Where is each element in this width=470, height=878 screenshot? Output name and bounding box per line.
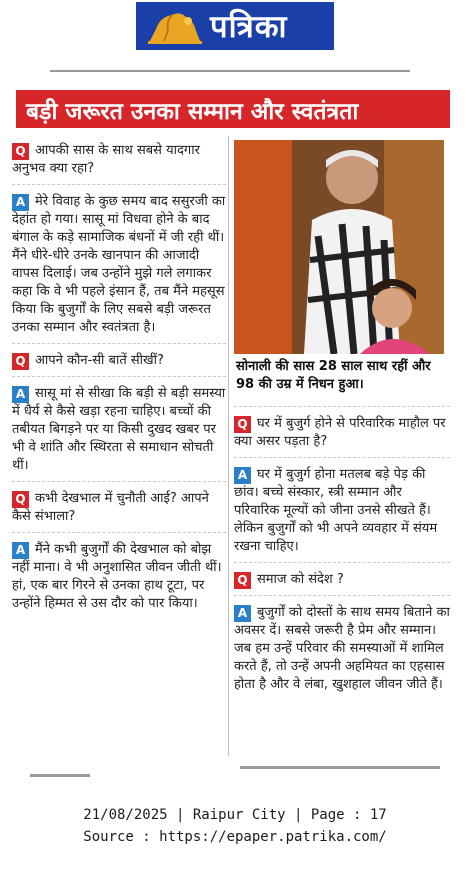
portrait-image — [234, 140, 444, 354]
divider — [12, 532, 226, 533]
divider — [12, 343, 226, 344]
divider — [234, 457, 450, 458]
answer-icon: A — [12, 386, 29, 403]
portrait-photo — [234, 140, 444, 354]
answer: A सासू मां से सीखा कि बड़ी से बड़ी समस्या में धैर्य से कैसे खड़ा रहना चाहिए। बच्चों की तबीयत बिगड़ने पर या किसी दुखद खबर पर भी वे शांति और स्थिरता से समाधान सोचती थीं। — [12, 386, 226, 473]
qa-block — [12, 142, 226, 337]
divider — [234, 595, 450, 596]
answer: A मैंने कभी बुजुर्गों की देखभाल को बोझ नहीं माना। वे भी अनुशासित जीवन जीती थीं। हां, एक बार गिरने से उनका हाथ टूटा, पर उन्होंने हिम्मत से उस दौर को पार किया। — [12, 542, 222, 611]
divider — [234, 562, 450, 563]
divider — [12, 481, 226, 482]
question-icon: Q — [12, 353, 29, 370]
source-line: Source : https://epaper.patrika.com/ — [83, 829, 387, 845]
lion-emblem-icon — [146, 7, 204, 45]
question: Q आपने कौन-सी बातें सीखीं? — [12, 352, 226, 370]
answer-icon: A — [234, 467, 251, 484]
answer: A घर में बुजुर्ग होना मतलब बड़े पेड़ की छांव। बच्चे संस्कार, स्त्री सम्मान और परिवारिक मूल्यों को जीना उनसे सीखते हैं। लेकिन बुजुर्गों को भी अपने व्यवहार में संयम रखना चाहिए। — [234, 467, 438, 554]
qa-block — [12, 352, 226, 475]
question-icon: Q — [12, 143, 29, 160]
question-icon: Q — [12, 491, 29, 508]
masthead — [136, 2, 334, 50]
qa-block — [234, 415, 450, 556]
left-column — [12, 142, 226, 617]
answer-icon: A — [12, 194, 29, 211]
cut-off-text-bottom-left — [30, 774, 90, 780]
divider — [12, 376, 226, 377]
divider — [12, 184, 226, 185]
question: Q आपकी सास के साथ सबसे यादगार अनुभव क्या रहा? — [12, 143, 200, 176]
headline: बड़ी जरूरत उनका सम्मान और स्वतंत्रता — [16, 90, 450, 128]
column-divider — [228, 136, 229, 756]
source-footer — [0, 804, 470, 848]
answer-icon: A — [12, 542, 29, 559]
question-icon: Q — [234, 572, 251, 589]
brand-name: पत्रिका — [210, 9, 288, 45]
photo-caption: सोनाली की सास 28 साल साथ रहीं और 98 की उम्र में निधन हुआ। — [236, 359, 431, 392]
question-icon: Q — [234, 416, 251, 433]
edition-line: 21/08/2025 | Raipur City | Page : 17 — [83, 807, 387, 823]
cut-off-text-bottom — [240, 766, 440, 780]
right-column — [234, 140, 450, 698]
question: Q समाज को संदेश ? — [234, 571, 450, 589]
answer-icon: A — [234, 605, 251, 622]
article-clipping — [10, 66, 460, 780]
qa-block — [234, 571, 450, 694]
cut-off-text-top — [50, 66, 410, 72]
divider — [234, 406, 450, 407]
qa-block — [12, 490, 226, 613]
question: Q कभी देखभाल में चुनौती आई? आपने कैसे संभाला? — [12, 491, 209, 524]
answer: A मेरे विवाह के कुछ समय बाद ससुरजी का देहांत हो गया। सासू मां विधवा होने के बाद बंगाल के कड़े सामाजिक बंधनों में जी रही थीं। मैंने धीरे-धीरे उनके खानपान की आजादी वापस दिलाई। जब उन्होंने मुझे गले लगाकर कहा कि वे भी पहले इंसान हैं, तब मैंने महसूस किया कि बुजुर्गों के लिए सबसे बड़ी जरूरत उनका सम्मान और स्वतंत्रता है। — [12, 194, 226, 335]
answer: A बुजुर्गों को दोस्तों के साथ समय बिताने का अवसर दें। सबसे जरूरी है प्रेम और सम्मान। जब हम उन्हें परिवार की समस्याओं में शामिल करते हैं, तो उन्हें अपनी अहमियत का एहसास होता है और वे लंबा, खुशहाल जीवन जीते हैं। — [234, 605, 450, 692]
question: Q घर में बुजुर्ग होने से परिवारिक माहौल पर क्या असर पड़ता है? — [234, 416, 446, 449]
